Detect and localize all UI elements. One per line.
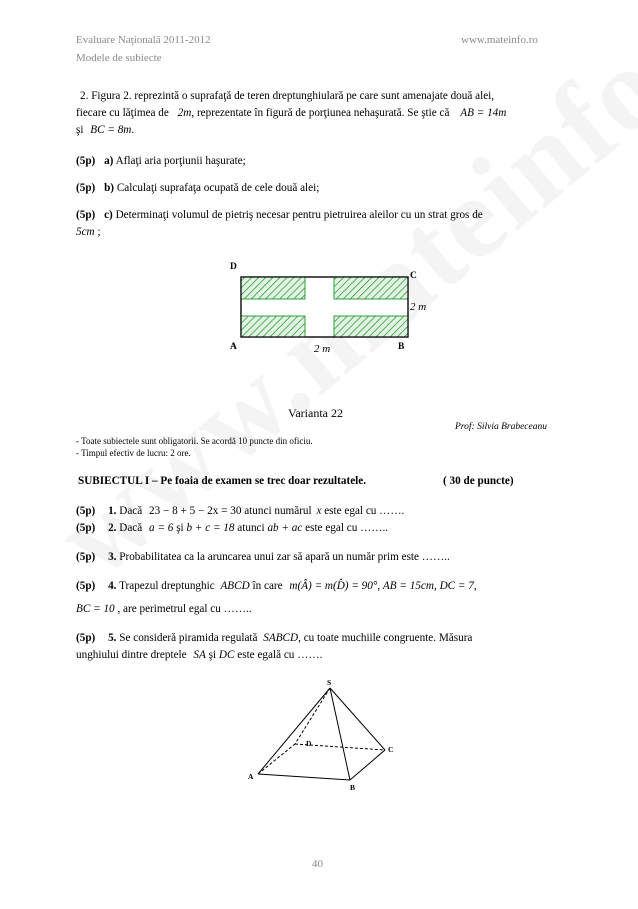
item-5 (76, 630, 472, 647)
question-c (76, 207, 483, 224)
problem2-line2 (76, 105, 506, 122)
vertex-label-a: A (230, 342, 237, 352)
edge-sd-hidden (295, 688, 330, 744)
math-ab: AB = 14m (460, 107, 507, 119)
equation: DC = 7 (439, 580, 474, 592)
figure-rectangle-paths (226, 260, 446, 360)
item-number: 4. (108, 580, 117, 592)
vertex-label-a: A (248, 772, 254, 781)
equation: BC = 10 (76, 603, 115, 615)
text: , are perimetrul egal cu …….. (117, 603, 252, 615)
problem2-line3 (76, 122, 134, 139)
text: în care (252, 580, 283, 592)
points: (5p) (76, 155, 96, 167)
text: este egal cu …….. (305, 522, 389, 534)
edge-sb (330, 688, 350, 780)
item-number: 3. (108, 551, 117, 563)
text: atunci (237, 522, 265, 534)
variant-author: Prof: Silvia Brabeceanu (455, 422, 547, 432)
text: Dacă (119, 522, 143, 534)
item-number: 1. (108, 505, 117, 517)
exam-note-2: - Timpul efectiv de lucru: 2 ore. (76, 448, 191, 458)
equation: a = 6 (149, 522, 174, 534)
text: atunci numărul (244, 505, 312, 517)
question-letter: b) (104, 182, 115, 194)
points: (5p) (76, 551, 96, 563)
question-b (76, 180, 319, 197)
text: Probabilitatea ca la aruncarea unui zar să apară un număr prim este …….. (119, 551, 450, 563)
item-4: (5p) 4. Trapezul dreptunghic ABCD în care m(Â) = m(D̂) = 90°, AB = 15cm, DC = 7, (76, 580, 477, 592)
edge-sa (258, 688, 330, 774)
text: este egală cu ……. (237, 649, 323, 661)
item-5-line2 (76, 647, 322, 664)
edge-sc (330, 688, 385, 750)
text: Trapezul dreptunghic (119, 580, 215, 592)
question-letter: c) (104, 209, 113, 221)
variable: x (316, 505, 322, 517)
figure-pyramid (240, 676, 420, 796)
header-website: www.mateinfo.ro (461, 34, 538, 46)
variant-title: Varianta 22 (288, 406, 343, 420)
text: , cu toate muchiile congruente. Măsura (298, 632, 473, 644)
points: (5p) (76, 632, 96, 644)
points: (5p) (76, 580, 96, 592)
angle-condition: m(Â) = m(D̂) = 90° (289, 580, 378, 592)
header-subtitle: Modele de subiecte (76, 52, 162, 64)
hatched-region-top-left (241, 277, 305, 299)
line-name: SA (193, 649, 206, 661)
line-name: DC (218, 649, 235, 661)
text: şi (76, 124, 84, 136)
points: (5p) (76, 209, 96, 221)
vertex-label-c: C (410, 271, 417, 281)
points: (5p) (76, 505, 96, 517)
vertex-label-b: B (398, 342, 405, 352)
subject1-points: ( 30 de puncte) (443, 475, 514, 487)
item-2 (76, 520, 388, 537)
page-number: 40 (312, 858, 323, 870)
exam-note-1: - Toate subiectele sunt obligatorii. Se acordă 10 puncte din oficiu. (76, 436, 313, 446)
item-number: 5. (108, 632, 117, 644)
text: şi (208, 649, 217, 661)
item-1 (76, 503, 404, 520)
hatched-region-top-right (334, 277, 408, 299)
text: Se consideră piramida regulată (119, 632, 258, 644)
points: (5p) (76, 522, 96, 534)
figure-name: SABCD (263, 632, 299, 644)
question-text: Determinaţi volumul de pietriş necesar pentru pietruirea aleilor cu un strat gros de (115, 209, 483, 221)
question-letter: a) (104, 155, 114, 167)
text: este egal cu ……. (324, 505, 405, 517)
text: ; (97, 226, 101, 238)
vertex-label-b: B (350, 783, 356, 792)
edge-ad-hidden (258, 744, 295, 774)
vertex-label-d: D (306, 739, 312, 748)
text: . (131, 124, 135, 136)
text: Dacă (119, 505, 143, 517)
equation: 23 − 8 + 5 − 2x = 30 (149, 505, 242, 517)
question-a (76, 153, 246, 170)
question-c-line2 (76, 224, 101, 241)
subject1-heading: SUBIECTUL I – Pe foaia de examen se trec doar rezultatele. (78, 475, 367, 487)
item-4-line2 (76, 601, 252, 618)
math-width: 2m (177, 107, 192, 119)
vertex-label-d: D (230, 262, 237, 272)
question-text: Calculaţi suprafaţa ocupată de cele două alei; (116, 182, 320, 194)
text: unghiului dintre dreptele (76, 649, 187, 661)
edge-ab (258, 774, 350, 780)
header-title: Evaluare Naţională 2011-2012 (76, 34, 211, 46)
edge-bc (350, 750, 385, 780)
equation: b + c = 18 (186, 522, 235, 534)
problem2-text: 2. Figura 2. reprezintă o suprafaţă de teren dreptunghiulară pe care sunt amenajate două alei, (80, 90, 495, 102)
dimension-label-bottom: 2 m (314, 343, 331, 355)
question-text: Aflaţi aria porţiunii haşurate; (115, 155, 246, 167)
text: fiecare cu lăţimea de (76, 107, 169, 119)
item-number: 2. (108, 522, 117, 534)
math-bc: BC = 8m (90, 124, 132, 136)
text: şi (176, 522, 184, 534)
math-thickness: 5cm (76, 226, 95, 238)
problem2-line1 (80, 88, 494, 105)
hatched-region-bottom-left (241, 316, 305, 337)
item-3 (76, 549, 450, 566)
vertex-label-s: S (327, 678, 332, 687)
text: , reprezentate în figură de porţiunea nehaşurată. Se ştie că (191, 107, 450, 119)
points: (5p) (76, 182, 96, 194)
equation: AB = 15cm (382, 580, 434, 592)
expression: ab + ac (267, 522, 303, 534)
figure-name: ABCD (220, 580, 250, 592)
dimension-label-right: 2 m (410, 301, 427, 313)
hatched-region-bottom-right (334, 316, 408, 337)
vertex-label-c: C (388, 745, 394, 754)
